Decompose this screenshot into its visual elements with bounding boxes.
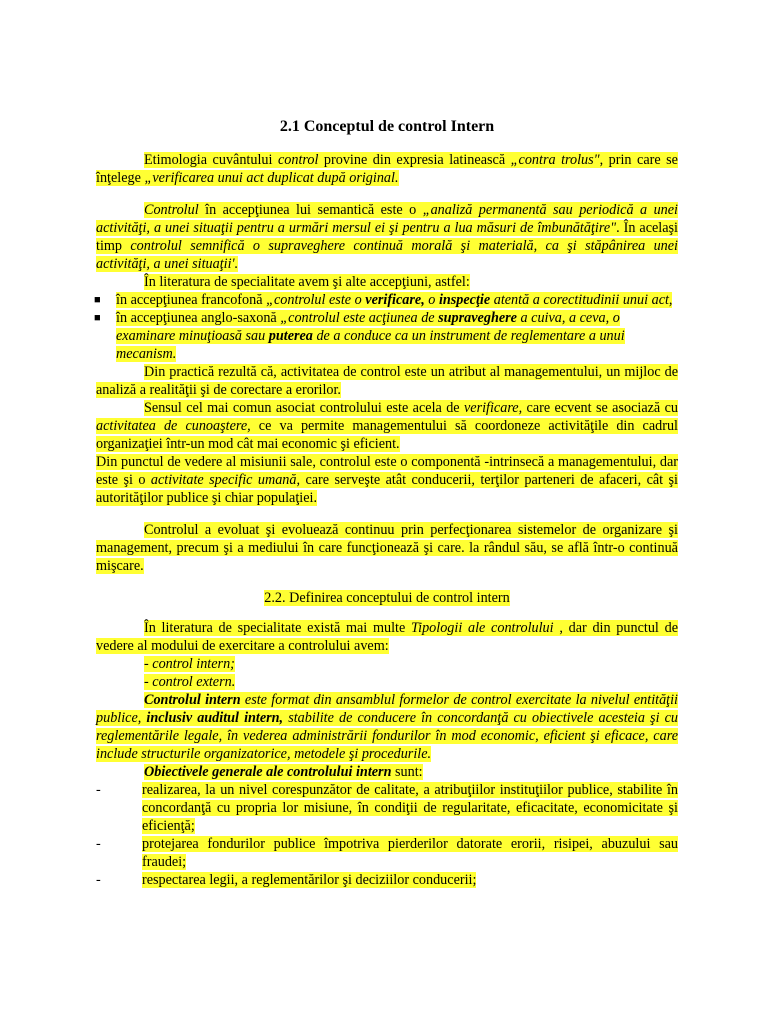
text: atentă a corectitudinii unui act, xyxy=(490,292,673,308)
text: În literatura de specialitate există mai multe xyxy=(144,620,412,636)
control-type-external xyxy=(96,673,678,691)
text: În literatura de specialitate avem şi alte accepţiuni, astfel: xyxy=(144,274,470,290)
text: protejarea fondurilor publice împotriva pierderilor datorate erorii, risipei, abuzului sau fraudei; xyxy=(142,836,678,870)
spacer xyxy=(96,187,678,201)
text: puterea xyxy=(268,328,313,344)
text: 2.2. Definirea conceptului de control intern xyxy=(264,590,510,606)
list-item xyxy=(96,291,678,309)
paragraph-evolution xyxy=(96,521,678,575)
text: Controlul intern xyxy=(144,692,241,708)
paragraph-practice xyxy=(96,363,678,399)
spacer xyxy=(96,507,678,521)
paragraph-typology xyxy=(96,619,678,655)
text: Din punctul de vedere al misiunii sale, controlul este o componentă -intrinsecă a managementului, dar este şi o xyxy=(96,454,678,488)
paragraph-objectives xyxy=(96,763,678,781)
bullet-list xyxy=(96,291,678,363)
text: realizarea, la un nivel corespunzător de calitate, a atribuţiilor instituţiilor publice, stabilite în concordanţă cu propria lor misiune, în condiţii de regularitate, eficacitate, economicitate şi eficienţă; xyxy=(142,782,678,834)
text: „controlul este acţiunea de xyxy=(280,310,439,326)
text: o xyxy=(424,292,439,308)
paragraph-semantic xyxy=(96,201,678,273)
text: respectarea legii, a reglementărilor şi deciziilor conducerii; xyxy=(142,872,477,888)
list-item xyxy=(96,781,678,835)
text: Obiectivele generale ale controlului intern xyxy=(144,764,392,780)
list-item xyxy=(96,871,678,889)
objectives-list xyxy=(96,781,678,889)
text: , dar din punctul de vedere al modului de exercitare a controlului avem: xyxy=(96,620,678,654)
bullet-marker: ■ xyxy=(94,294,101,306)
text: Etimologia cuvântului xyxy=(144,152,278,168)
paragraph-acceptions xyxy=(96,273,678,291)
control-type-internal xyxy=(96,655,678,673)
text: activitate specific umană, xyxy=(150,472,301,488)
text: - control intern; xyxy=(144,656,235,672)
paragraph-mission xyxy=(96,453,678,507)
text: sunt: xyxy=(391,764,423,780)
text: - control extern. xyxy=(144,674,236,690)
text: , prin care se înţelege xyxy=(96,152,678,186)
text: control xyxy=(277,152,319,168)
text: „controlul este o xyxy=(266,292,366,308)
text: de a conduce ca un instrument de reglementare a unui mecanism. xyxy=(116,328,625,362)
paragraph-internal-control xyxy=(96,691,678,763)
text: activitatea de cunoaştere, xyxy=(96,418,251,434)
text: inspecţie xyxy=(438,292,491,308)
text: verificare, xyxy=(463,400,523,416)
text: controlul semnifică o supraveghere continuă morală şi materială, ca şi stăpânirea unei activităţi, a unei situaţii'. xyxy=(96,238,679,272)
section-subtitle xyxy=(96,589,678,607)
text: provine din expresia latinească xyxy=(318,152,511,168)
text: care serveşte atât conducerii, terţilor parteneri de afaceri, cât şi autorităţilor publice şi chiar populaţiei. xyxy=(96,472,678,506)
text: „verificarea unui act duplicat după original. xyxy=(144,170,399,186)
dash-marker: - xyxy=(96,872,101,888)
text: care ecvent se asociază cu xyxy=(522,400,678,416)
text: „contra trolus" xyxy=(510,152,600,168)
text: Sensul cel mai comun asociat controlului este acela de xyxy=(144,400,464,416)
text: a cuiva, a ceva, o examinare minuţioasă sau xyxy=(116,310,620,344)
text: Din practică rezultă că, activitatea de control este un atribut al managementului, un mijloc de analiză a realităţii şi de corectare a erorilor. xyxy=(96,364,678,398)
text: Controlul xyxy=(144,202,199,218)
paragraph-etymology xyxy=(96,151,678,187)
page-title: 2.1 Conceptul de control Intern xyxy=(279,118,495,135)
text: este format din ansamblul formelor de control exercitate la nivelul entităţii publice, xyxy=(96,692,678,726)
paragraph-sense xyxy=(96,399,678,453)
dash-marker: - xyxy=(96,782,101,798)
text: în accepţiunea anglo-saxonă xyxy=(116,310,281,326)
text: . În acelaşi timp xyxy=(96,220,678,254)
text: în accepţiunea lui semantică este o xyxy=(198,202,423,218)
text: verificare, xyxy=(365,292,425,308)
text: Controlul a evoluat şi evoluează continuu prin perfecţionarea sistemelor de organizare şi management, precum şi a mediului în care funcţionează şi care. la rândul său, se află într-o continuă mişcare. xyxy=(96,522,678,574)
text: ce va permite managementului să coordoneze activităţile din cadrul organizaţiei într-un mod cât mai economic şi eficient. xyxy=(96,418,678,452)
document-page xyxy=(96,118,678,889)
text: în accepţiunea francofonă xyxy=(116,292,267,308)
text: Tipologii ale controlului xyxy=(411,620,554,636)
list-item xyxy=(96,309,678,363)
text: stabilite de conducere în concordanţă cu obiectivele acesteia şi cu reglementările legale, în vederea administrării fondurilor în mod economic, eficient şi eficace, care include structurile organizatorice, metodele şi procedurile. xyxy=(96,710,678,762)
list-item xyxy=(96,835,678,871)
text: „analiză permanentă sau periodică a unei activităţi, a unei situaţii pentru a urmări mersul ei şi pentru a lua măsuri de îmbunătăţire" xyxy=(96,202,678,236)
text: supraveghere xyxy=(438,310,517,326)
bullet-marker: ■ xyxy=(94,312,101,324)
dash-marker: - xyxy=(96,836,101,852)
text: inclusiv auditul intern, xyxy=(146,710,284,726)
